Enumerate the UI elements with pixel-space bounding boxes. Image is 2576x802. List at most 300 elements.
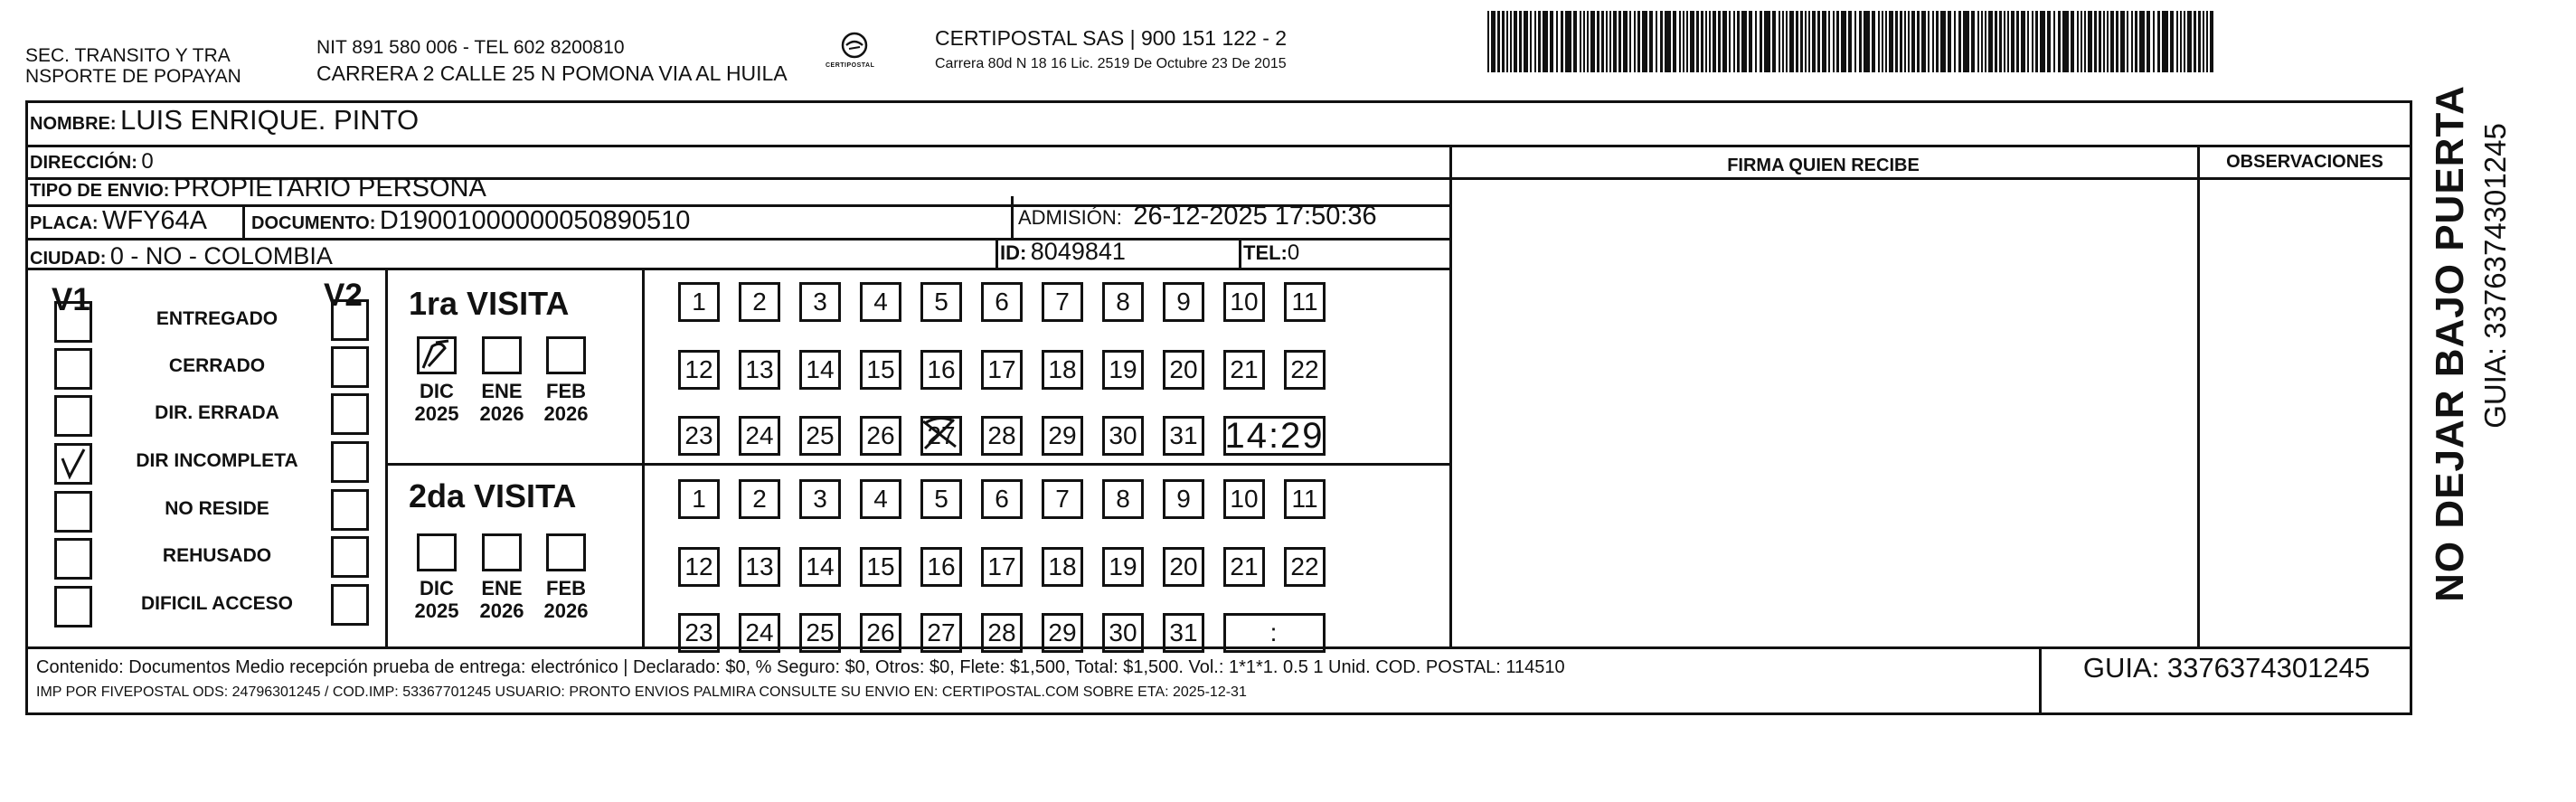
- nombre-field: [30, 104, 419, 137]
- barcode-bar: [1642, 11, 1647, 72]
- direccion-field: [30, 149, 154, 175]
- sender-nit: NIT 891 580 006 - TEL 602 8200810: [316, 37, 625, 58]
- barcode-bar: [1530, 11, 1532, 72]
- barcode-bar: [2011, 11, 2015, 72]
- first-visit-day-28[interactable]: 28: [981, 416, 1023, 456]
- barcode-bar: [2021, 11, 2025, 72]
- no-dejar-bajo-puerta: NO DEJAR BAJO PUERTA: [2428, 85, 2472, 602]
- placa-field: [30, 206, 207, 236]
- second-visit-day-13[interactable]: 13: [739, 547, 780, 587]
- second-visit-month-box-dic[interactable]: [417, 533, 457, 571]
- month-year: 2025: [414, 402, 459, 425]
- first-visit-day-16[interactable]: 16: [920, 350, 962, 390]
- status-label: DIR. ERRADA: [155, 402, 279, 423]
- second-visit-day-2[interactable]: 2: [739, 479, 780, 519]
- second-visit-day-8[interactable]: 8: [1102, 479, 1144, 519]
- barcode-bar: [1885, 11, 1887, 72]
- status-label: DIFICIL ACCESO: [140, 593, 293, 614]
- barcode-bar: [2032, 11, 2033, 72]
- barcode-bar: [1623, 11, 1628, 72]
- v2-checkbox-2[interactable]: [331, 346, 369, 388]
- barcode-bar: [1649, 11, 1653, 72]
- barcode-bar: [1981, 11, 1983, 72]
- barcode-bar: [1760, 11, 1762, 72]
- barcode-bar: [2194, 11, 2196, 72]
- vertical-guia-block: [2455, 99, 2512, 606]
- month-name: DIC: [420, 577, 454, 599]
- barcode-bar: [1900, 11, 1902, 72]
- v2-checkbox-5[interactable]: [331, 489, 369, 531]
- documento-field: [251, 206, 690, 236]
- first-visit-day-18[interactable]: 18: [1042, 350, 1083, 390]
- barcode-bar: [1587, 11, 1589, 72]
- barcode-bar: [1800, 11, 1803, 72]
- sender-name-line2: NSPORTE DE POPAYAN: [25, 66, 241, 87]
- month-name: FEB: [546, 577, 586, 599]
- ciudad-label: CIUDAD:: [30, 249, 107, 269]
- barcode-bar: [1713, 11, 1716, 72]
- barcode-bar: [1497, 11, 1500, 72]
- status-label: REHUSADO: [162, 545, 272, 566]
- sender-address: CARRERA 2 CALLE 25 N POMONA VIA AL HUILA: [316, 61, 788, 85]
- barcode-bar: [2088, 11, 2092, 72]
- second-visit-day-1[interactable]: 1: [678, 479, 720, 519]
- second-visit-day-23[interactable]: 23: [678, 613, 720, 653]
- certipostal-logo: [818, 29, 891, 83]
- v1-checkbox-2[interactable]: [54, 348, 92, 390]
- barcode-bar: [1988, 11, 1993, 72]
- v2-checkbox-3[interactable]: [331, 393, 369, 435]
- barcode-bar: [1854, 11, 1856, 72]
- second-visit-day-25[interactable]: 25: [799, 613, 841, 653]
- v2-label: V2: [324, 278, 363, 313]
- barcode-bar: [2210, 11, 2213, 72]
- first-visit-day-29[interactable]: 29: [1042, 416, 1083, 456]
- nombre-label: NOMBRE:: [30, 114, 117, 134]
- barcode-bar: [2047, 11, 2051, 72]
- first-visit-day-21[interactable]: 21: [1223, 350, 1265, 390]
- barcode-bar: [1722, 11, 1727, 72]
- first-visit-day-14[interactable]: 14: [799, 350, 841, 390]
- v1-checkbox-5[interactable]: [54, 491, 92, 533]
- barcode-bar: [1859, 11, 1862, 72]
- ciudad-field: [30, 242, 333, 270]
- barcode-bar: [1805, 11, 1807, 72]
- barcode-bar: [2016, 11, 2019, 72]
- first-visit-month-box-feb[interactable]: [546, 336, 586, 374]
- barcode-bar: [1534, 11, 1536, 72]
- barcode-bar: [1772, 11, 1776, 72]
- second-visit-month-box-ene[interactable]: [482, 533, 522, 571]
- barcode-bar: [2147, 11, 2150, 72]
- second-visit-day-12[interactable]: 12: [678, 547, 720, 587]
- barcode-bar: [2058, 11, 2061, 72]
- barcode-bar: [1519, 11, 1522, 72]
- first-visit-day-4[interactable]: 4: [860, 282, 901, 322]
- first-visit-day-6[interactable]: 6: [981, 282, 1023, 322]
- month-name: FEB: [546, 380, 586, 402]
- month-year: 2026: [543, 599, 589, 622]
- barcode-bar: [1690, 11, 1694, 72]
- barcode-bar: [1597, 11, 1599, 72]
- barcode-bar: [2120, 11, 2125, 72]
- barcode-bar: [1822, 11, 1826, 72]
- second-visit-day-20[interactable]: 20: [1163, 547, 1204, 587]
- footer-line1: Contenido: Documentos Medio recepción prueba de entrega: electrónico | Declarado: $0, % Seguro: $0, Otros: $0, Flete: $1,500, Total: $1,500. Vol.: 1*1*1. 0.5 1 Unid. COD. POSTAL: 114510: [36, 657, 1565, 677]
- license-line: Carrera 80d N 18 16 Lic. 2519 De Octubre 23 De 2015: [935, 56, 1287, 71]
- barcode-bar: [1487, 11, 1489, 72]
- second-visit-month-label-dic: [405, 577, 468, 622]
- first-visit-day-23[interactable]: 23: [678, 416, 720, 456]
- barcode-bar: [1634, 11, 1636, 72]
- barcode-bar: [1917, 11, 1920, 72]
- month-year: 2026: [479, 599, 524, 622]
- barcode-bar: [1665, 11, 1671, 72]
- barcode-bar: [2206, 11, 2208, 72]
- barcode-bar: [1660, 11, 1663, 72]
- barcode-bar: [1836, 11, 1839, 72]
- barcode-bar: [2139, 11, 2145, 72]
- first-visit-day-15[interactable]: 15: [860, 350, 901, 390]
- first-visit-month-box-dic[interactable]: [417, 336, 457, 374]
- barcode-bar: [2153, 11, 2155, 72]
- first-visit-day-3[interactable]: 3: [799, 282, 841, 322]
- first-visit-month-label-ene: [470, 380, 533, 425]
- barcode-bar: [1613, 11, 1617, 72]
- barcode-bar: [2053, 11, 2055, 72]
- barcode: [1487, 11, 2220, 74]
- tel-label: TEL:: [1243, 241, 1288, 264]
- first-visit-day-7[interactable]: 7: [1042, 282, 1083, 322]
- second-visit-day-10[interactable]: 10: [1223, 479, 1265, 519]
- tipo-envio-field: [30, 174, 486, 203]
- barcode-bar: [1491, 11, 1496, 72]
- guia-box: GUIA: 3376374301245: [2082, 652, 2371, 684]
- first-visit-day-19[interactable]: 19: [1102, 350, 1144, 390]
- barcode-bar: [1828, 11, 1830, 72]
- second-visit-day-30[interactable]: 30: [1102, 613, 1144, 653]
- barcode-bar: [1796, 11, 1798, 72]
- first-visit-day-11[interactable]: 11: [1284, 282, 1326, 322]
- barcode-bar: [1782, 11, 1784, 72]
- month-name: DIC: [420, 380, 454, 402]
- barcode-bar: [1786, 11, 1788, 72]
- admision-field: [1018, 202, 1377, 231]
- first-visit-day-17[interactable]: 17: [981, 350, 1023, 390]
- v2-checkbox-7[interactable]: [331, 584, 369, 626]
- barcode-bar: [1506, 11, 1508, 72]
- barcode-bar: [1789, 11, 1794, 72]
- first-visit-day-10[interactable]: 10: [1223, 282, 1265, 322]
- barcode-bar: [1882, 11, 1883, 72]
- second-visit-day-27[interactable]: 27: [920, 613, 962, 653]
- first-visit-day-9[interactable]: 9: [1163, 282, 1204, 322]
- barcode-bar: [1904, 11, 1906, 72]
- month-year: 2026: [479, 402, 524, 425]
- barcode-bar: [1729, 11, 1731, 72]
- id-field: [1000, 238, 1126, 266]
- barcode-bar: [1696, 11, 1699, 72]
- first-visit-day-5[interactable]: 5: [920, 282, 962, 322]
- second-visit-day-31[interactable]: 31: [1163, 613, 1204, 653]
- first-visit-day-24[interactable]: 24: [739, 416, 780, 456]
- barcode-bar: [1683, 11, 1684, 72]
- second-visit-day-26[interactable]: 26: [860, 613, 901, 653]
- company-line: CERTIPOSTAL SAS | 900 151 122 - 2: [935, 26, 1288, 50]
- barcode-bar: [1841, 11, 1846, 72]
- barcode-bar: [1550, 11, 1553, 72]
- second-visit-day-9[interactable]: 9: [1163, 479, 1204, 519]
- tel-value: 0: [1287, 241, 1300, 265]
- second-visit-day-29[interactable]: 29: [1042, 613, 1083, 653]
- first-visit-day-27[interactable]: 27: [920, 416, 962, 456]
- barcode-bar: [1561, 11, 1563, 72]
- barcode-bar: [2162, 11, 2168, 72]
- barcode-bar: [1940, 11, 1946, 72]
- barcode-bar: [1656, 11, 1657, 72]
- month-name: ENE: [481, 380, 523, 402]
- second-visit-day-19[interactable]: 19: [1102, 547, 1144, 587]
- v2-checkbox-4[interactable]: [331, 441, 369, 483]
- barcode-bar: [2062, 11, 2069, 72]
- barcode-bar: [1948, 11, 1951, 72]
- barcode-bar: [1573, 11, 1577, 72]
- second-visit-day-14[interactable]: 14: [799, 547, 841, 587]
- barcode-bar: [1995, 11, 1997, 72]
- barcode-bar: [1911, 11, 1915, 72]
- barcode-bar: [2103, 11, 2105, 72]
- second-visit-day-28[interactable]: 28: [981, 613, 1023, 653]
- first-visit-month-label-dic: [405, 380, 468, 425]
- first-visit-day-12[interactable]: 12: [678, 350, 720, 390]
- second-visit-day-7[interactable]: 7: [1042, 479, 1083, 519]
- barcode-bar: [1580, 11, 1581, 72]
- tipo-envio-label: TIPO DE ENVIO:: [30, 181, 170, 201]
- v2-checkbox-1[interactable]: [331, 299, 369, 341]
- nombre-value: LUIS ENRIQUE. PINTO: [120, 104, 420, 136]
- placa-label: PLACA:: [30, 213, 99, 233]
- v1-checkbox-7[interactable]: [54, 586, 92, 627]
- barcode-bar: [2180, 11, 2182, 72]
- barcode-bar: [1878, 11, 1880, 72]
- second-visit-month-label-feb: [534, 577, 598, 622]
- barcode-bar: [1524, 11, 1528, 72]
- barcode-bar: [1932, 11, 1934, 72]
- documento-value: D19001000000050890510: [379, 206, 691, 235]
- second-visit-day-11[interactable]: 11: [1284, 479, 1326, 519]
- barcode-bar: [1637, 11, 1640, 72]
- barcode-bar: [1590, 11, 1595, 72]
- barcode-bar: [2084, 11, 2086, 72]
- first-visit-month-label-feb: [534, 380, 598, 425]
- v1-checkbox-3[interactable]: [54, 395, 92, 437]
- barcode-bar: [1921, 11, 1926, 72]
- barcode-bar: [2081, 11, 2082, 72]
- first-visit-day-2[interactable]: 2: [739, 282, 780, 322]
- barcode-bar: [2035, 11, 2038, 72]
- barcode-bar: [1673, 11, 1676, 72]
- barcode-bar: [1601, 11, 1604, 72]
- barcode-bar: [1928, 11, 1930, 72]
- barcode-bar: [1808, 11, 1810, 72]
- v2-checkbox-6[interactable]: [331, 536, 369, 578]
- vertical-guia: GUIA: 3376374301245: [2478, 123, 2512, 429]
- barcode-bar: [2127, 11, 2128, 72]
- barcode-bar: [1872, 11, 1875, 72]
- barcode-bar: [1954, 11, 1956, 72]
- second-visit-day-18[interactable]: 18: [1042, 547, 1083, 587]
- ciudad-value: 0 - NO - COLOMBIA: [109, 242, 333, 269]
- month-year: 2026: [543, 402, 589, 425]
- barcode-bar: [1502, 11, 1505, 72]
- barcode-bar: [1985, 11, 1986, 72]
- month-name: ENE: [481, 577, 523, 599]
- second-visit-month-label-ene: [470, 577, 533, 622]
- barcode-bar: [2198, 11, 2201, 72]
- second-visit-day-5[interactable]: 5: [920, 479, 962, 519]
- barcode-bar: [1895, 11, 1898, 72]
- barcode-bar: [2004, 11, 2005, 72]
- second-visit-day-6[interactable]: 6: [981, 479, 1023, 519]
- second-visit-day-22[interactable]: 22: [1284, 547, 1326, 587]
- barcode-bar: [1749, 11, 1752, 72]
- first-visit-day-30[interactable]: 30: [1102, 416, 1144, 456]
- barcode-bar: [1999, 11, 2002, 72]
- barcode-bar: [1812, 11, 1816, 72]
- barcode-bar: [2184, 11, 2185, 72]
- month-year: 2025: [414, 599, 459, 622]
- v1-label: V1: [52, 282, 90, 317]
- first-visit-day-31[interactable]: 31: [1163, 416, 1204, 456]
- barcode-bar: [1565, 11, 1571, 72]
- id-label: ID:: [1000, 241, 1027, 264]
- barcode-bar: [1971, 11, 1975, 72]
- barcode-bar: [1755, 11, 1757, 72]
- barcode-bar: [1701, 11, 1703, 72]
- first-visit-day-26[interactable]: 26: [860, 416, 901, 456]
- barcode-bar: [2077, 11, 2079, 72]
- direccion-label: DIRECCIÓN:: [30, 153, 137, 173]
- first-visit-day-20[interactable]: 20: [1163, 350, 1204, 390]
- second-visit-day-16[interactable]: 16: [920, 547, 962, 587]
- barcode-bar: [1848, 11, 1852, 72]
- status-label: ENTREGADO: [156, 308, 278, 329]
- v1-checkbox-6[interactable]: [54, 538, 92, 580]
- id-value: 8049841: [1030, 238, 1126, 265]
- first-visit-time-box[interactable]: 14:29: [1224, 416, 1325, 456]
- barcode-bar: [2071, 11, 2074, 72]
- first-visit-day-8[interactable]: 8: [1102, 282, 1144, 322]
- direccion-value: 0: [141, 149, 154, 174]
- barcode-bar: [1741, 11, 1747, 72]
- first-visit-day-25[interactable]: 25: [799, 416, 841, 456]
- barcode-bar: [1583, 11, 1585, 72]
- second-visit-day-3[interactable]: 3: [799, 479, 841, 519]
- barcode-bar: [2116, 11, 2118, 72]
- barcode-bar: [1709, 11, 1711, 72]
- barcode-bar: [2203, 11, 2204, 72]
- second-visit-day-24[interactable]: 24: [739, 613, 780, 653]
- logo-text: CERTIPOSTAL: [826, 62, 875, 69]
- barcode-bar: [1733, 11, 1735, 72]
- first-visit-day-1[interactable]: 1: [678, 282, 720, 322]
- barcode-bar: [2099, 11, 2101, 72]
- second-visit-day-21[interactable]: 21: [1223, 547, 1265, 587]
- barcode-bar: [1889, 11, 1893, 72]
- observaciones-area: [2203, 181, 2407, 642]
- status-label: DIR INCOMPLETA: [136, 450, 298, 471]
- barcode-bar: [2157, 11, 2160, 72]
- barcode-bar: [2131, 11, 2133, 72]
- barcode-bar: [1606, 11, 1608, 72]
- firma-header: FIRMA QUIEN RECIBE: [1727, 156, 1920, 175]
- first-visit-day-13[interactable]: 13: [739, 350, 780, 390]
- footer-line2: IMP POR FIVEPOSTAL ODS: 24796301245 / COD.IMP: 53367701245 USUARIO: PRONTO ENVIOS PALMIRA CONSULTE SU ENVIO EN: CERTIPOSTAL.COM SOBRE ETA: 2025-12-31: [36, 684, 1247, 700]
- barcode-bar: [1538, 11, 1541, 72]
- barcode-bar: [2176, 11, 2178, 72]
- barcode-bar: [1833, 11, 1835, 72]
- status-label: CERRADO: [168, 355, 266, 376]
- barcode-bar: [1609, 11, 1611, 72]
- v1-checkbox-checked[interactable]: [54, 443, 92, 485]
- first-visit-day-22[interactable]: 22: [1284, 350, 1326, 390]
- second-visit-day-4[interactable]: 4: [860, 479, 901, 519]
- barcode-bar: [1718, 11, 1721, 72]
- v1-checkbox-1[interactable]: [54, 301, 92, 343]
- admision-label: ADMISIÓN:: [1018, 206, 1122, 229]
- tel-field: [1243, 241, 1299, 266]
- second-visit-month-box-feb[interactable]: [546, 533, 586, 571]
- second-visit-day-15[interactable]: 15: [860, 547, 901, 587]
- barcode-bar: [1963, 11, 1969, 72]
- second-visit-title: 2da VISITA: [409, 477, 577, 514]
- barcode-bar: [1543, 11, 1548, 72]
- second-visit-time-box[interactable]: :: [1223, 613, 1326, 653]
- barcode-bar: [1510, 11, 1512, 72]
- barcode-bar: [1629, 11, 1631, 72]
- barcode-bar: [1618, 11, 1621, 72]
- signature-area: [1454, 181, 2194, 642]
- second-visit-day-17[interactable]: 17: [981, 547, 1023, 587]
- first-visit-month-box-ene[interactable]: [482, 336, 522, 374]
- admision-value: 26-12-2025 17:50:36: [1133, 202, 1377, 231]
- barcode-bar: [2110, 11, 2114, 72]
- status-label: NO RESIDE: [165, 498, 269, 519]
- documento-label: DOCUMENTO:: [251, 213, 376, 233]
- barcode-bar: [2027, 11, 2029, 72]
- barcode-bar: [2040, 11, 2045, 72]
- barcode-bar: [1958, 11, 1961, 72]
- placa-value: WFY64A: [102, 206, 208, 235]
- barcode-bar: [2094, 11, 2097, 72]
- barcode-bar: [1779, 11, 1780, 72]
- barcode-bar: [1908, 11, 1910, 72]
- barcode-bar: [1977, 11, 1979, 72]
- barcode-bar: [2135, 11, 2137, 72]
- barcode-bar: [2170, 11, 2174, 72]
- observaciones-header: OBSERVACIONES: [2226, 152, 2383, 172]
- barcode-bar: [1556, 11, 1558, 72]
- barcode-bar: [1679, 11, 1681, 72]
- tipo-envio-value: PROPIETARIO PERSONA: [173, 174, 486, 203]
- barcode-bar: [1817, 11, 1820, 72]
- barcode-bar: [2107, 11, 2109, 72]
- barcode-bar: [1686, 11, 1688, 72]
- barcode-bar: [1864, 11, 1870, 72]
- first-visit-title: 1ra VISITA: [409, 285, 570, 322]
- barcode-bar: [1514, 11, 1517, 72]
- barcode-bar: [2187, 11, 2192, 72]
